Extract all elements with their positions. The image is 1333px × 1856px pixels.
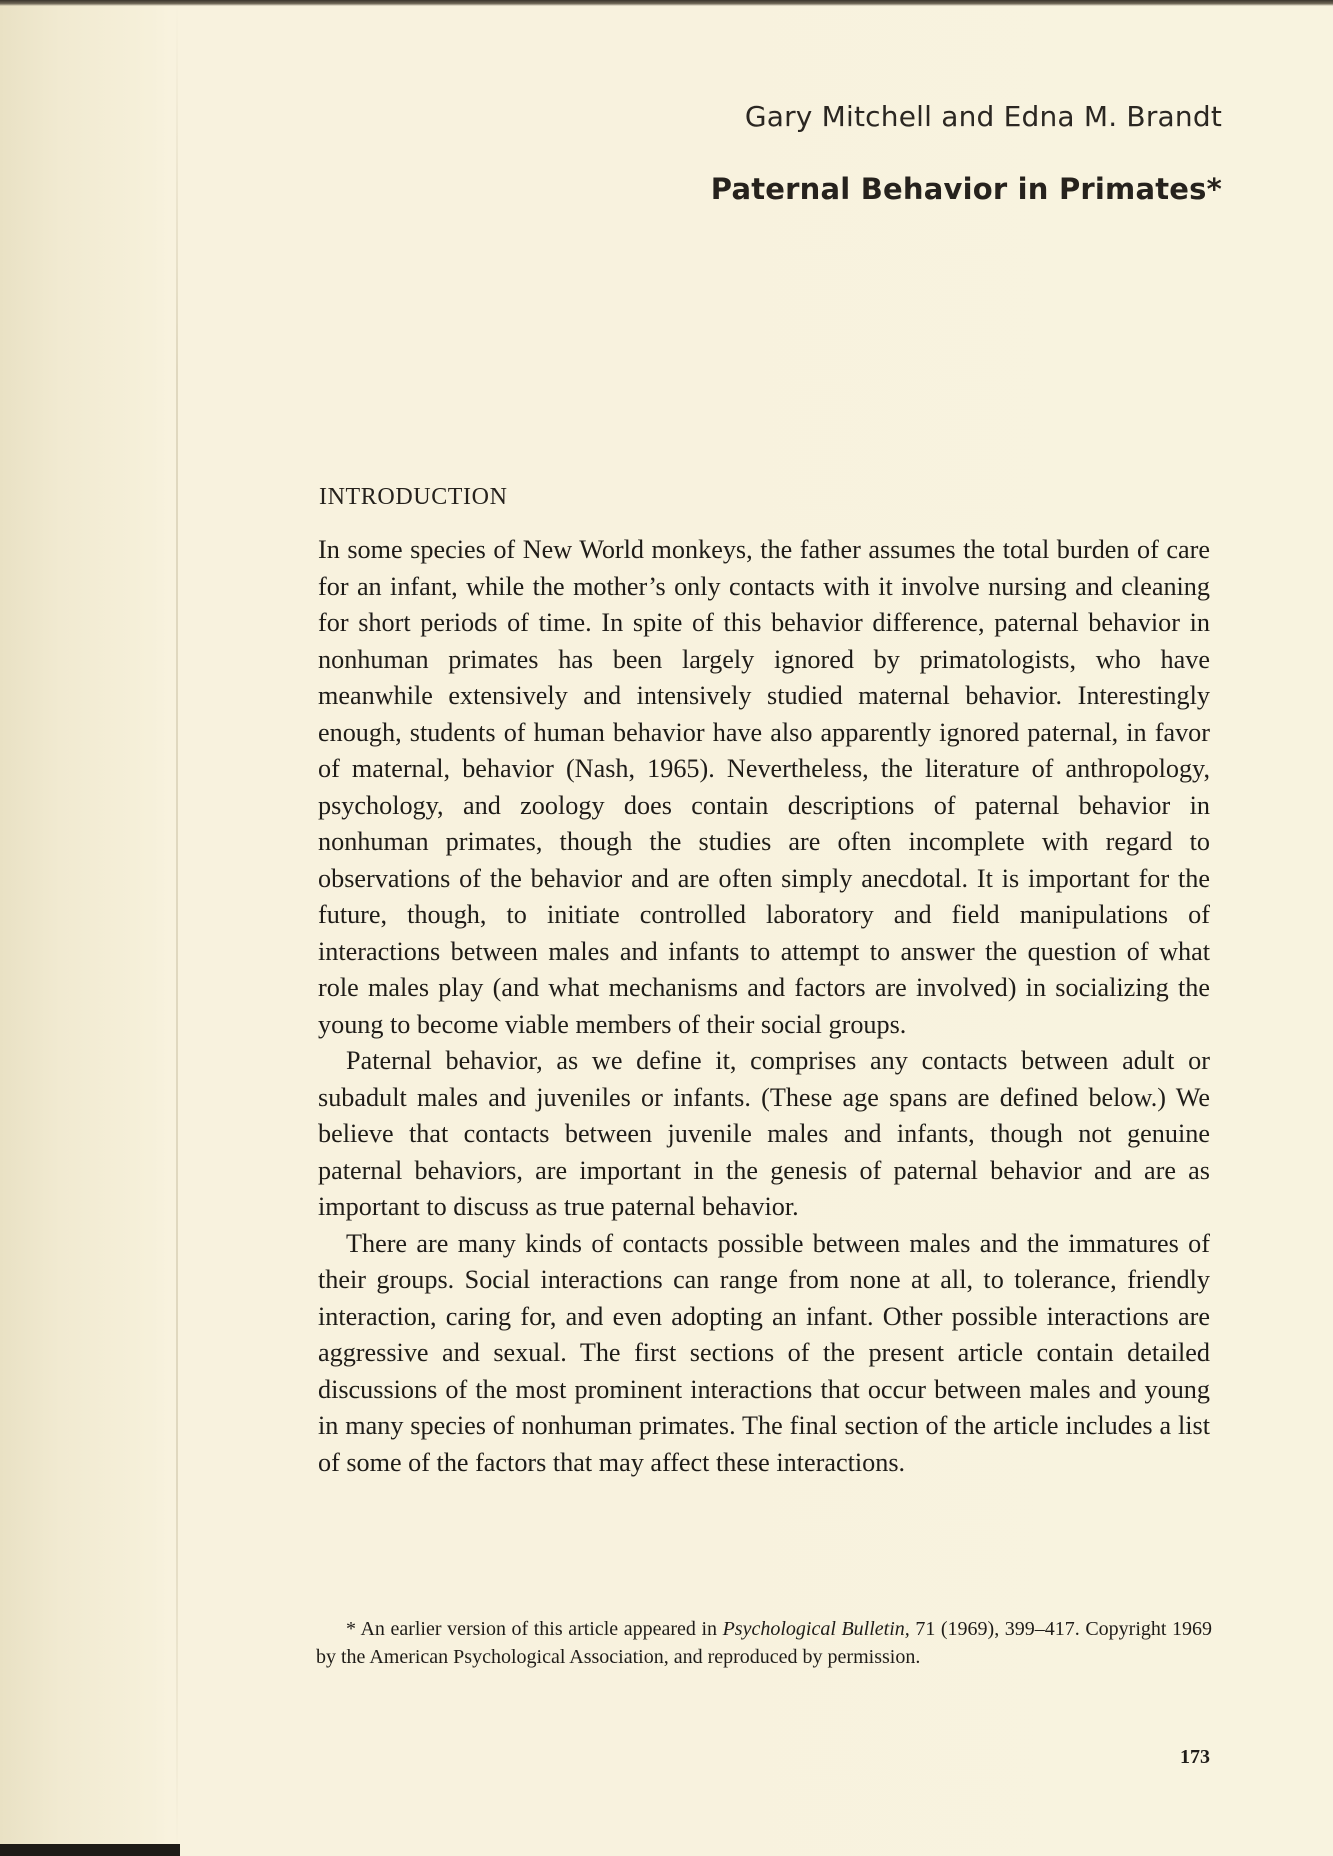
footnote-suffix: 71 (1969), 399–417. Copyright 1969 by the American Psychological Association, and reproduced by permission. bbox=[316, 1618, 1213, 1668]
author-line: Gary Mitchell and Edna M. Brandt bbox=[744, 100, 1222, 133]
page-number: 173 bbox=[1180, 1746, 1210, 1768]
footnote-journal: Psychological Bulletin, bbox=[722, 1618, 910, 1640]
footnote bbox=[316, 1616, 1212, 1671]
paragraph-2: Paternal behavior, as we define it, comprises any contacts between adult or subadult males and juveniles or infants. (These age spans are defined below.) We believe that contacts between juvenile males and infants, though not genuine paternal behaviors, are important in the genesis of paternal behavior and are as important to discuss as true paternal behavior. bbox=[318, 1046, 1210, 1221]
binding-gutter bbox=[176, 0, 178, 1856]
article-title: Paternal Behavior in Primates* bbox=[710, 172, 1222, 206]
paragraph-1: In some species of New World monkeys, the father assumes the total burden of care for an infant, while the mother’s only contacts with it involve nursing and cleaning for short periods of time. In spite of this behavior difference, paternal behavior in nonhuman primates has been largely ignored by primatologists, who have meanwhile extensively and intensively studied maternal behavior. Interestingly enough, students of human behavior have also apparently ignored paternal, in favor of maternal, behavior (Nash, 1965). Nevertheless, the literature of anthropology, psychology, and zoology does contain descriptions of paternal behavior in nonhuman primates, though the studies are often incomplete with regard to observations of the behavior and are often simply anecdotal. It is important for the future, though, to initiate controlled laboratory and field manipulations of interactions between males and infants to attempt to answer the question of what role males play (and what mechanisms and factors are involved) in socializing the young to become viable members of their social groups. bbox=[318, 535, 1210, 1039]
paragraph-3: There are many kinds of contacts possible between males and the immatures of their groups. Social interactions can range from none at all, to tolerance, friendly interaction, caring for, and even adopting an infant. Other possible interactions are aggressive and sexual. The first sections of the present article contain detailed discussions of the most prominent interactions that occur between males and young in many species of nonhuman primates. The final section of the article includes a list of some of the factors that may affect these interactions. bbox=[318, 1228, 1210, 1477]
page-bottom-edge bbox=[0, 1844, 180, 1856]
section-heading: INTRODUCTION bbox=[319, 484, 508, 510]
page-top-edge bbox=[0, 0, 1333, 6]
body-text bbox=[318, 532, 1210, 1481]
footnote-prefix: * An earlier version of this article appeared in bbox=[346, 1618, 723, 1640]
